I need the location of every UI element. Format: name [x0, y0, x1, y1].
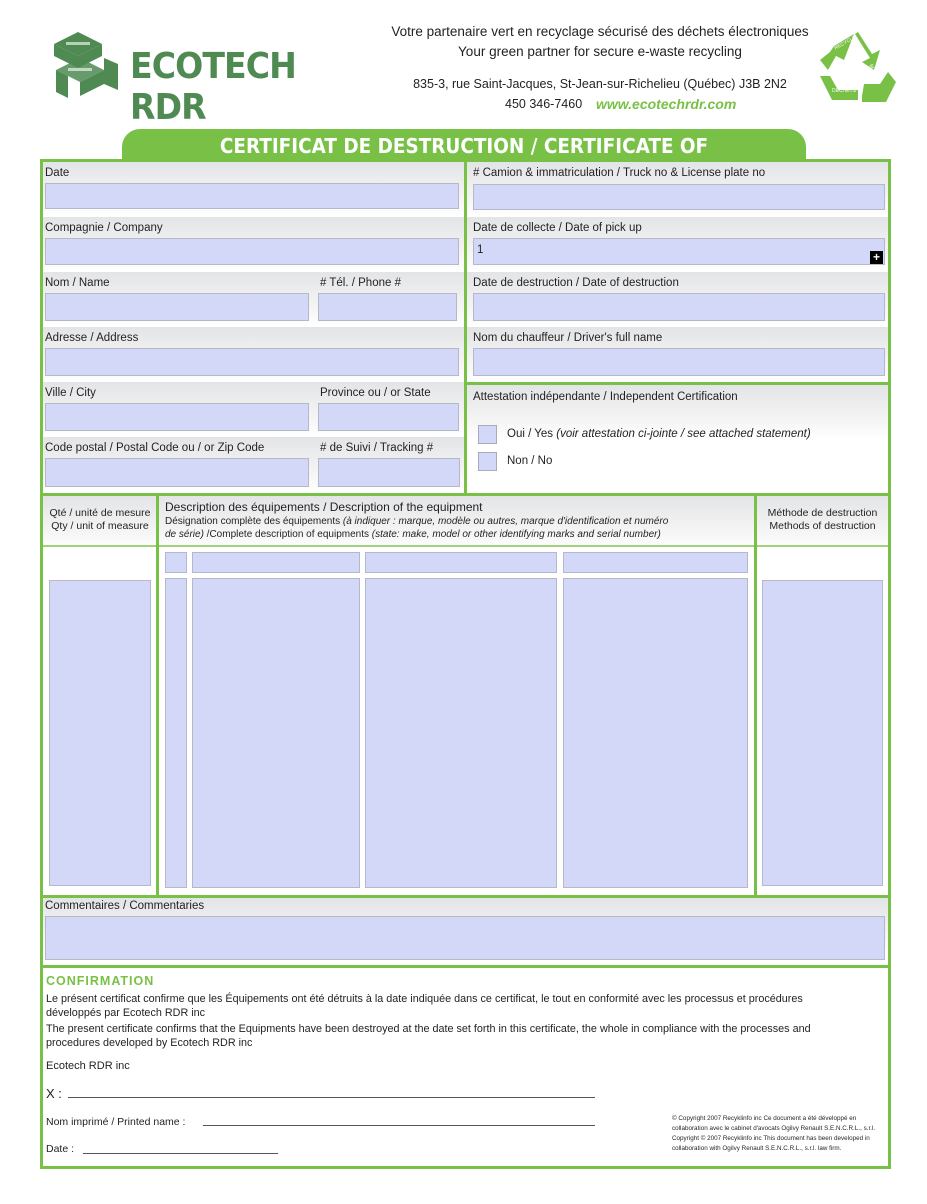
pickup-input[interactable]	[473, 238, 885, 265]
signing-company: Ecotech RDR inc	[46, 1060, 130, 1072]
frame-right	[888, 159, 891, 1169]
confirmation-text-fr: Le présent certificat confirme que les Équipements ont été détruits à la date indiquée dans ce certificat, le tout en conformité avec les processus et procédures développés par Ecotech RDR inc	[46, 993, 803, 1019]
date-label: Date	[45, 167, 70, 179]
brand-name: ECOTECH RDR	[130, 46, 296, 128]
company-website[interactable]: www.ecotechrdr.com	[596, 96, 737, 112]
address-label: Adresse / Address	[45, 332, 139, 344]
desc-header: Description des équipements / Description of the equipment	[165, 500, 483, 514]
attestation-yes-note: (voir attestation ci-jointe / see attached statement)	[556, 428, 811, 440]
pickup-value: 1	[477, 244, 484, 256]
company-address: 835-3, rue Saint-Jacques, St-Jean-sur-Richelieu (Québec) J3B 2N2	[413, 77, 787, 91]
name-label: Nom / Name	[45, 277, 110, 289]
expand-icon[interactable]: +	[870, 251, 883, 264]
recycle-word-3: RECYCLE	[833, 34, 857, 52]
confirmation-heading: CONFIRMATION	[46, 974, 155, 988]
comments-input[interactable]	[45, 916, 885, 960]
date-input[interactable]	[45, 183, 459, 209]
tagline-en: Your green partner for secure e-waste recycling	[458, 44, 742, 59]
printed-name-line[interactable]	[203, 1125, 595, 1126]
company-logo	[48, 28, 348, 128]
printed-name-label: Nom imprimé / Printed name :	[46, 1116, 186, 1128]
attestation-no-checkbox[interactable]	[478, 452, 497, 471]
attestation-label: Attestation indépendante / Independent Certification	[473, 391, 738, 403]
qty-header-fr: Qté / unité de mesure	[49, 507, 151, 519]
equip-col4-input[interactable]	[563, 578, 748, 888]
attestation-no-label: Non / No	[507, 455, 553, 467]
phone-input[interactable]	[318, 293, 457, 321]
driver-label: Nom du chauffeur / Driver's full name	[473, 332, 663, 344]
tracking-input[interactable]	[318, 458, 460, 487]
recycle-word-1: DÉCHETS	[832, 88, 856, 94]
company-input[interactable]	[45, 238, 459, 265]
frame-bottom	[40, 1166, 891, 1169]
ecotech-logo-icon	[48, 28, 128, 108]
signature-line[interactable]	[68, 1097, 595, 1098]
signature-x-label: X :	[46, 1086, 62, 1101]
method-header-fr: Méthode de destruction	[767, 507, 878, 519]
confirmation-text-en: The present certificate confirms that the Equipments have been destroyed at the date set forth in this certificate, the whole in compliance with the processes and procedures developed by Ecotech RDR inc	[46, 1023, 811, 1049]
city-input[interactable]	[45, 403, 309, 431]
attestation-yes-label: Oui / Yes (voir attestation ci-jointe / see attached statement)	[507, 428, 811, 440]
equip-col1-input[interactable]	[165, 578, 187, 888]
method-header-en: Methods of destruction	[769, 520, 876, 532]
qty-input[interactable]	[49, 580, 151, 886]
copyright-fr: © Copyright 2007 Recyklinfo inc Ce document a été développé en collaboration avec le cabinet d'avocats Ogilvy Renault S.E.N.C.R.L., s.r.l.	[672, 1115, 876, 1132]
method-input[interactable]	[762, 580, 883, 886]
pickup-label: Date de collecte / Date of pick up	[473, 222, 642, 234]
address-input[interactable]	[45, 348, 459, 376]
desc-sub-line2: de série) /Complete description of equipments (state: make, model or other identifying marks and serial number)	[165, 529, 661, 540]
province-label: Province ou / or State	[320, 387, 431, 399]
signature-date-line[interactable]	[83, 1153, 278, 1154]
recycle-word-2: BOÎTE	[867, 63, 881, 80]
truck-input[interactable]	[473, 184, 885, 210]
destruction-date-input[interactable]	[473, 293, 885, 321]
recycle-icon	[814, 30, 896, 112]
attestation-yes-checkbox[interactable]	[478, 425, 497, 444]
postal-input[interactable]	[45, 458, 309, 487]
name-input[interactable]	[45, 293, 309, 321]
driver-input[interactable]	[473, 348, 885, 376]
equip-col2-header-input[interactable]	[192, 552, 360, 573]
signature-date-label: Date :	[46, 1143, 75, 1155]
form-title: CERTIFICAT DE DESTRUCTION / CERTIFICATE OF	[219, 134, 709, 158]
company-phone: 450 346-7460	[505, 97, 583, 111]
phone-label: # Tél. / Phone #	[320, 277, 401, 289]
equip-col3-header-input[interactable]	[365, 552, 557, 573]
equip-col4-header-input[interactable]	[563, 552, 748, 573]
destruction-date-label: Date de destruction / Date of destruction	[473, 277, 679, 289]
equip-col3-input[interactable]	[365, 578, 557, 888]
province-input[interactable]	[318, 403, 459, 431]
truck-label: # Camion & immatriculation / Truck no & License plate no	[473, 167, 766, 179]
copyright-en: Copyright © 2007 Recyklinfo inc This document has been developed in collaboration with Ogilvy Renault S.E.N.C.R.L., s.r.l. law firm.	[672, 1135, 870, 1152]
city-label: Ville / City	[45, 387, 96, 399]
desc-sub-line1: Désignation complète des équipements (à indiquer : marque, modèle ou autres, marque d'identification et numéro	[165, 516, 669, 527]
equip-col1-header-input[interactable]	[165, 552, 187, 573]
tagline-fr: Votre partenaire vert en recyclage sécurisé des déchets électroniques	[391, 24, 809, 39]
tracking-label: # de Suivi / Tracking #	[320, 442, 434, 454]
postal-label: Code postal / Postal Code ou / or Zip Code	[45, 442, 265, 454]
qty-header-en: Qty / unit of measure	[51, 520, 149, 532]
company-label: Compagnie / Company	[45, 222, 163, 234]
equip-col2-input[interactable]	[192, 578, 360, 888]
comments-label: Commentaires / Commentaries	[45, 900, 205, 912]
